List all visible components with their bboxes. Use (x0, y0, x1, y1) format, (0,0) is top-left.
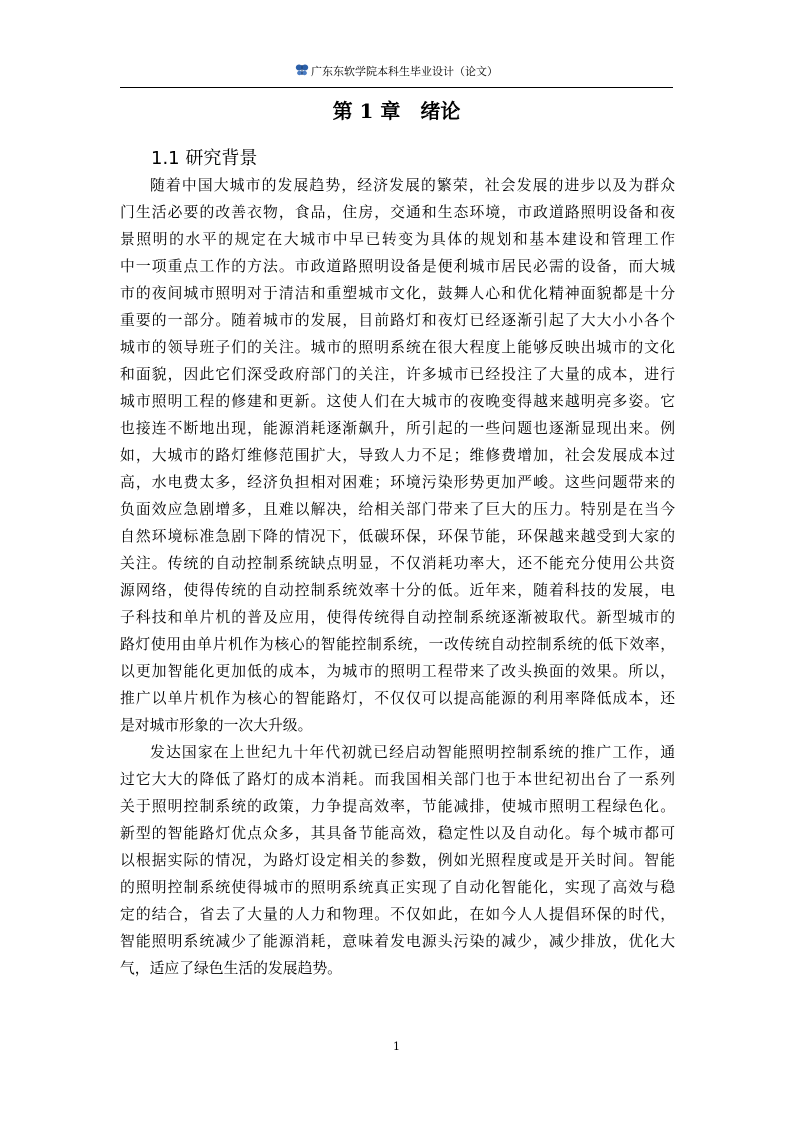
page-header (120, 58, 673, 88)
paragraph-1-line: 负面效应急剧增多，且难以解决，给相关部门带来了巨大的压力。特别是在当今 (120, 501, 675, 518)
chapter-title: 第 1 章 绪论 (332, 99, 461, 123)
paragraph-1-line: 随着中国大城市的发展趋势，经济发展的繁荣，社会发展的进步以及为群众 (150, 177, 675, 194)
paragraph-2-line: 定的结合，省去了大量的人力和物理。不仅如此，在如今人人提倡环保的时代， (120, 906, 675, 923)
paragraph-1-line: 以更加智能化更加低的成本，为城市的照明工程带来了改头换面的效果。所以， (120, 663, 675, 680)
paragraph-2-line: 智能照明系统减少了能源消耗，意味着发电源头污染的减少，减少排放，优化大 (120, 933, 675, 950)
paragraph-1-line: 城市照明工程的修建和更新。这使人们在大城市的夜晚变得越来越明亮多姿。它 (120, 393, 675, 410)
paragraph-1-line: 重要的一部分。随着城市的发展，目前路灯和夜灯已经逐渐引起了大大小小各个 (120, 312, 675, 329)
paragraph-2-line: 发达国家在上世纪九十年代初就已经启动智能照明控制系统的推广工作，通 (150, 744, 675, 761)
paragraph-1-line: 路灯使用由单片机作为核心的智能控制系统，一改传统自动控制系统的低下效率， (120, 636, 675, 653)
paragraph-2-line: 关于照明控制系统的政策，力争提高效率，节能减排，使城市照明工程绿色化。 (120, 798, 675, 815)
paragraph-1-line: 中一项重点工作的方法。市政道路照明设备是便利城市居民必需的设备，而大城 (120, 258, 675, 275)
paragraph-1-line: 和面貌，因此它们深受政府部门的关注，许多城市已经投注了大量的成本，进行 (120, 366, 675, 383)
page-number: 1 (393, 1040, 400, 1053)
paragraph-2-line: 新型的智能路灯优点众多，其具备节能高效，稳定性以及自动化。每个城市都可 (120, 825, 675, 842)
butterfly-logo-icon (295, 63, 309, 77)
paragraph-2-line: 的照明控制系统使得城市的照明系统真正实现了自动化智能化，实现了高效与稳 (120, 879, 675, 896)
paragraph-1-line: 如，大城市的路灯维修范围扩大，导致人力不足；维修费增加，社会发展成本过 (120, 447, 675, 464)
paragraph-1-line: 推广以单片机作为核心的智能路灯，不仅仅可以提高能源的利用率降低成本，还 (120, 690, 675, 707)
body-text (120, 172, 675, 982)
paragraph-1-line: 子科技和单片机的普及应用，使得传统得自动控制系统逐渐被取代。新型城市的 (120, 609, 675, 626)
paragraph-1-line: 市的夜间城市照明对于清洁和重塑城市文化，鼓舞人心和优化精神面貌都是十分 (120, 285, 675, 302)
paragraph-1-line: 源网络，使得传统的自动控制系统效率十分的低。近年来，随着科技的发展，电 (120, 582, 675, 599)
paragraph-1-line: 门生活必要的改善衣物，食品，住房，交通和生态环境，市政道路照明设备和夜 (120, 204, 675, 221)
paragraph-1-line: 高，水电费太多，经济负担相对困难；环境污染形势更加严峻。这些问题带来的 (120, 474, 675, 491)
paragraph-1-line: 也接连不断地出现，能源消耗逐渐飙升，所引起的一些问题也逐渐显现出来。例 (120, 420, 675, 437)
paragraph-2-line: 过它大大的降低了路灯的成本消耗。而我国相关部门也于本世纪初出台了一系列 (120, 771, 675, 788)
section-title: 1.1 研究背景 (151, 148, 258, 169)
paragraph-1-line: 是对城市形象的一次大升级。 (120, 717, 313, 734)
paragraph-1-line: 自然环境标准急剧下降的情况下，低碳环保，环保节能，环保越来越受到大家的 (120, 528, 675, 545)
header-title: 广东东软学院本科生毕业设计（论文） (311, 65, 498, 78)
paragraph-2-line: 以根据实际的情况，为路灯设定相关的参数，例如光照程度或是开关时间。智能 (120, 852, 675, 869)
paragraph-1-line: 景照明的水平的规定在大城市中早已转变为具体的规划和基本建设和管理工作 (120, 231, 675, 248)
header-line (120, 63, 673, 80)
paragraph-2-line: 气，适应了绿色生活的发展趋势。 (120, 960, 342, 977)
paragraph-1-line: 关注。传统的自动控制系统缺点明显，不仅消耗功率大，还不能充分使用公共资 (120, 555, 675, 572)
paragraph-1-line: 城市的领导班子们的关注。城市的照明系统在很大程度上能够反映出城市的文化 (120, 339, 675, 356)
